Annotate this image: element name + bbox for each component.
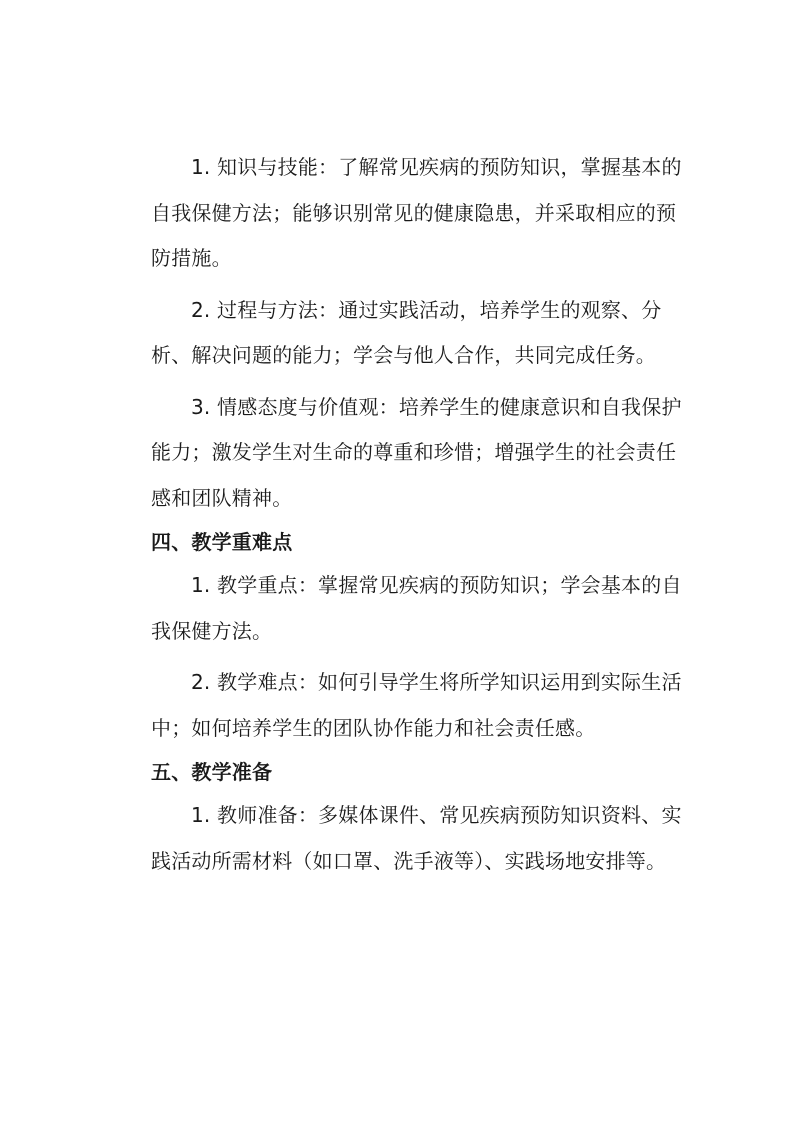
objective-process-methods: 2. 过程与方法：通过实践活动，培养学生的观察、分析、解决问题的能力；学会与他人合作，共同完成任务。 [151, 297, 662, 367]
difficult-point-item: 2. 教学难点：如何引导学生将所学知识运用到实际生活中；如何培养学生的团队协作能力和社会责任感。 [151, 670, 682, 740]
teacher-preparation-item: 1. 教师准备：多媒体课件、常见疾病预防知识资料、实践活动所需材料（如口罩、洗手液等）、实践场地安排等。 [151, 803, 682, 873]
objective-knowledge-skills: 1. 知识与技能：了解常见疾病的预防知识，掌握基本的自我保健方法；能够识别常见的健康隐患，并采取相应的预防措施。 [151, 155, 682, 270]
section-heading-key-points: 四、教学重难点 [151, 530, 293, 554]
document-body [151, 145, 691, 884]
objective-emotion-values: 3. 情感态度与价值观：培养学生的健康意识和自我保护能力；激发学生对生命的尊重和珍惜；增强学生的社会责任感和团队精神。 [151, 394, 682, 510]
key-point-item: 1. 教学重点：掌握常见疾病的预防知识；学会基本的自我保健方法。 [151, 573, 682, 643]
section-heading-preparation: 五、教学准备 [151, 760, 273, 784]
